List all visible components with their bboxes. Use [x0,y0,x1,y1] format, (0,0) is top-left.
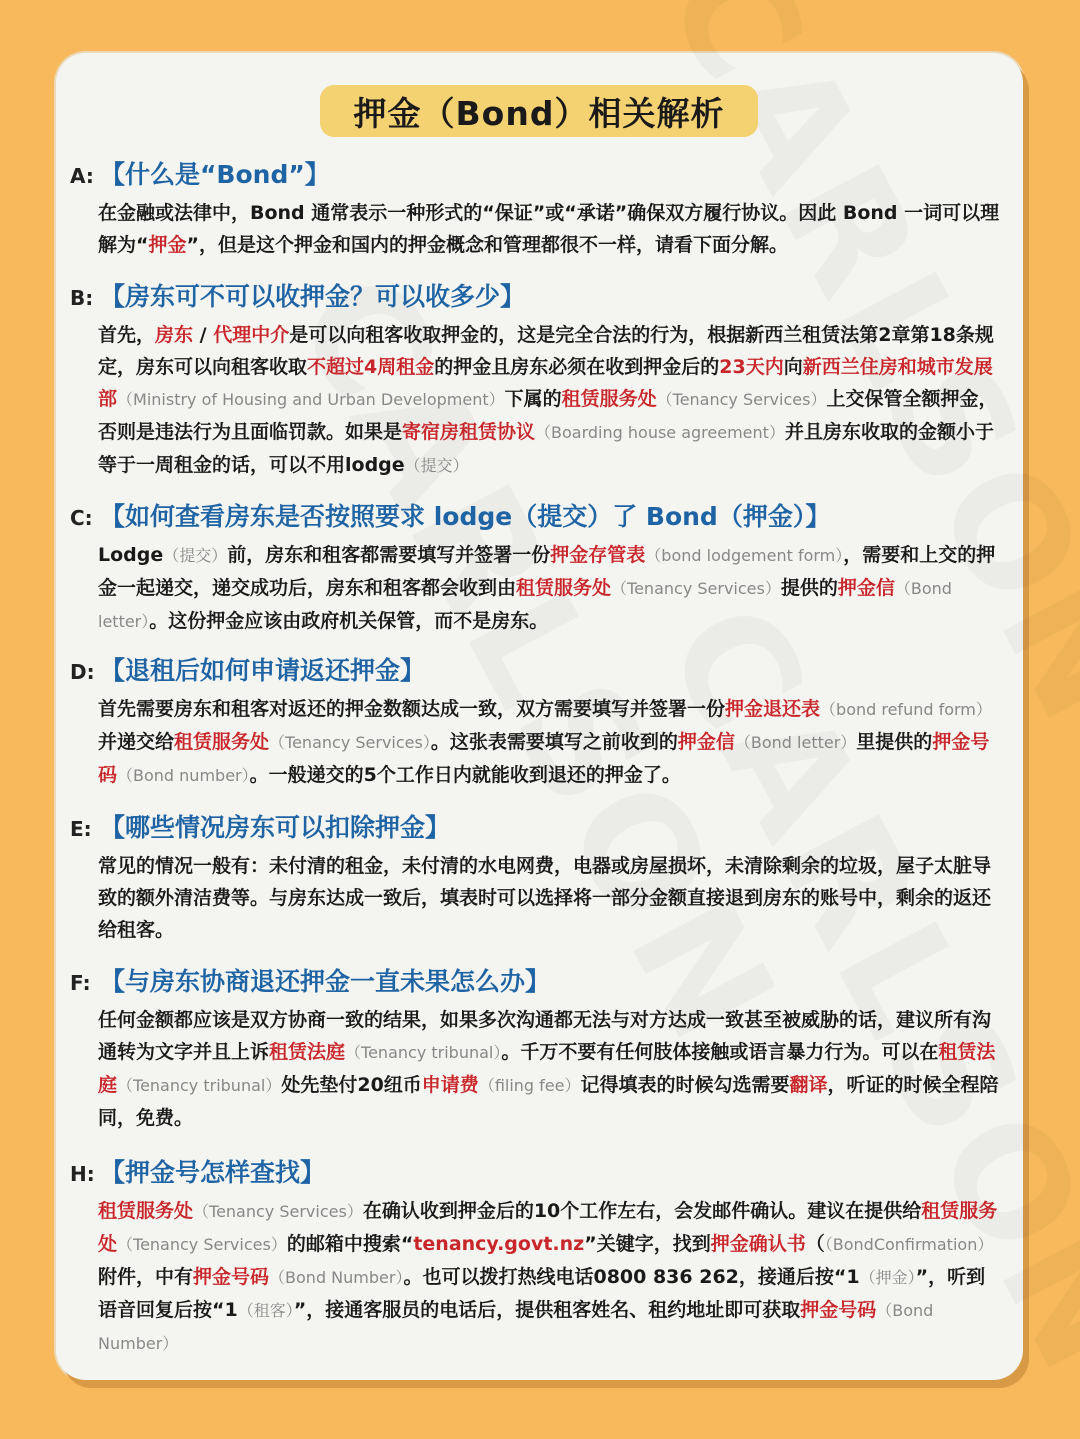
body-text: ”，接通客服员的电话后，提供租客姓名、租约地址即可获取 [293,1299,801,1321]
note-text: （Tenancy Services） [269,733,431,752]
note-text: （Tenancy Services） [656,390,827,409]
note-text: （提交） [163,546,228,565]
body-text: 里提供的 [856,731,933,753]
body-text: 在金融或法律中，Bond 通常表示一种形式的“保证”或“承诺”确保双方履行协议。因此 Bond 一词可以理解为“ [98,202,1000,256]
section-letter: F: [70,971,91,995]
section-heading [70,962,1000,998]
body-text: ，需要和上交的押金一起递交，递交成功后，房东和租客都会收到由 [98,544,996,599]
section-body [98,1195,1000,1360]
body-text: 的押金且房东必须在收到押金后的 [434,356,720,378]
body-text: 。千万不要有任何肢体接触或语言暴力行为。可以在 [501,1041,939,1063]
note-text: （Tenancy Services） [611,579,781,598]
note-text: （bond refund form） [820,700,992,719]
section [70,808,1000,946]
body-text: （ [805,1233,825,1255]
page-title: 押金（Bond）相关解析 [320,85,758,137]
highlight-text: 租赁服务处 [174,731,270,753]
note-text: （Bond letter） [98,579,952,631]
section [70,277,1000,482]
highlight-text: 租赁服务处 [516,577,612,599]
section-heading-text: 【房东可不可以收押金？可以收多少】 [100,282,526,311]
section-letter: D: [70,660,95,684]
body-text: Lodge [98,544,164,566]
section-body [98,319,1000,482]
section [70,651,1000,792]
body-text: 在确认收到押金后的10个工作左右，会发邮件确认。建议在提供给 [362,1200,922,1222]
note-text: （提交） [404,456,469,475]
note-text: （bond lodgement form） [645,546,844,565]
section-heading [70,808,1000,844]
section-heading [70,497,1000,533]
note-text: （Bond number） [117,766,250,785]
highlight-text: 租赁服务处 [98,1200,194,1222]
highlight-text: 押金号码 [193,1266,270,1288]
section-letter: A: [70,164,94,188]
section [70,497,1000,638]
section-letter: B: [70,286,94,310]
highlight-text: 押金退还表 [725,698,821,720]
note-text: （Tenancy tribunal） [345,1043,502,1062]
section-body [98,850,1000,946]
body-text: 并递交给 [98,731,175,753]
section-heading-text: 【与房东协商退还押金一直未果怎么办】 [100,967,551,996]
highlight-text: 押金确认书 [710,1233,806,1255]
highlight-text: 代理中介 [213,324,290,346]
section-body [98,539,1000,638]
note-text: （Ministry of Housing and Urban Development） [117,390,505,409]
body-text: 并且房东收取的金额小于等于一周租金的话，可以不用lodge [98,421,994,476]
body-text: 首先， [98,324,156,346]
highlight-text: 23天内 [719,356,784,378]
section-heading [70,651,1000,687]
note-text: （Boarding house agreement） [535,423,785,442]
highlight-text: 押金信 [837,577,895,599]
section-body [98,1004,1000,1134]
section-letter: E: [70,817,92,841]
section-body [98,197,1000,261]
body-text: ”关键字，找到 [584,1233,711,1255]
highlight-text: 申请费 [421,1074,479,1096]
highlight-text: 房东 [155,324,194,346]
body-text: 前，房东和租客都需要填写并签署一份 [227,544,551,566]
section-heading-text: 【押金号怎样查找】 [100,1158,326,1187]
highlight-text: 翻译 [789,1074,828,1096]
body-text: 附件，中有 [98,1266,194,1288]
body-text: 下属的 [504,388,562,410]
section [70,962,1000,1134]
body-text: 提供的 [780,577,838,599]
highlight-text: 寄宿房租赁协议 [402,421,536,443]
highlight-text: 租赁法庭 [269,1041,346,1063]
note-text: （Bond Number） [269,1268,404,1287]
section-heading-text: 【如何查看房东是否按照要求 lodge（提交）了 Bond（押金）】 [100,502,831,531]
highlight-text: 新西兰住房和城市发展部 [98,356,993,410]
body-text: 记得填表的时候勾选需要 [580,1074,790,1096]
highlight-text: 押金存管表 [550,544,646,566]
note-text: （Bond letter） [734,733,857,752]
body-text: 任何金额都应该是双方协商一致的结果，如果多次沟通都无法与对方达成一致甚至被威胁的话，建议所有沟通转为文字并且上诉 [98,1009,992,1063]
note-text: （Bond Number） [98,1301,934,1353]
highlight-text: 押金信 [677,731,735,753]
body-text: 处先垫付20纽币 [281,1074,422,1096]
body-text: 的邮箱中搜索“ [286,1233,414,1255]
section-body [98,693,1000,792]
body-text: 。一般递交的5个工作日内就能收到退还的押金了。 [249,764,681,786]
note-text: （Tenancy Services） [193,1202,363,1221]
body-text: 。这份押金应该由政府机关保管，而不是房东。 [149,610,549,632]
body-text: 上交保管全额押金，否则是违法行为且面临罚款。如果是 [98,388,998,443]
section-heading [70,155,1000,191]
section-heading-text: 【退租后如何申请返还押金】 [100,656,426,685]
note-text: （押金） [859,1268,916,1287]
section [70,1153,1000,1360]
section-heading [70,1153,1000,1189]
note-text: （filing fee） [478,1076,581,1095]
section-heading [70,277,1000,313]
body-text: ，听证的时候全程陪同，免费。 [98,1074,999,1129]
body-text: 常见的情况一般有：未付清的租金，未付清的水电网费，电器或房屋损坏，未清除剩余的垃圾，屋子太脏导致的额外清洁费等。与房东达成一致后，填表时可以选择将一部分金额直接退到房东的账号中，剩余的返还给租客。 [98,855,992,941]
highlight-text: 押金号码 [800,1299,877,1321]
highlight-text: tenancy.govt.nz [413,1233,585,1255]
body-text: 首先需要房东和租客对返还的押金数额达成一致，双方需要填写并签署一份 [98,698,726,720]
body-text: 是可以向租客收取押金的，这是完全合法的行为，根据新西兰租赁法第2章第18条规定，房东可以向租客收取 [98,324,994,378]
note-text: （BondConfirmation） [824,1235,994,1254]
highlight-text: 租赁服务处 [98,1200,998,1255]
body-text: 。也可以拨打热线电话0800 836 262，接通后按“1 [403,1266,860,1288]
section [70,155,1000,261]
highlight-text: 租赁法庭 [98,1041,996,1096]
highlight-text: 不超过4周租金 [307,356,435,378]
note-text: （Tenancy Services） [117,1235,287,1254]
body-text: ”，但是这个押金和国内的押金概念和管理都很不一样，请看下面分解。 [186,234,789,256]
highlight-text: 押金 [148,234,187,256]
highlight-text: 押金号码 [98,731,990,786]
section-letter: C: [70,506,93,530]
note-text: （租客） [237,1301,294,1320]
body-text: ”，听到语音回复后按“1 [98,1266,986,1321]
body-text: / [193,324,214,346]
body-text: 向 [783,356,803,378]
note-text: （Tenancy tribunal） [117,1076,282,1095]
highlight-text: 租赁服务处 [561,388,657,410]
body-text: 。这张表需要填写之前收到的 [430,731,678,753]
section-heading-text: 【什么是“Bond”】 [100,160,330,189]
section-heading-text: 【哪些情况房东可以扣除押金】 [100,813,451,842]
section-letter: H: [70,1162,95,1186]
